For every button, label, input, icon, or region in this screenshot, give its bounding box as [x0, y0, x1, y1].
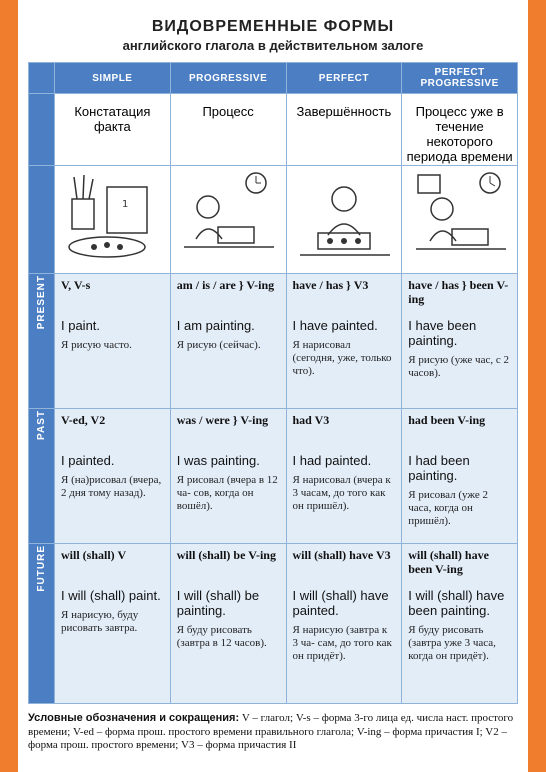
translation: Я (на)рисовал (вчера, 2 дня тому назад). — [61, 474, 162, 499]
grammar-card — [18, 0, 528, 772]
cell-future-perfect-progressive — [402, 544, 518, 704]
example: I was painting. — [176, 453, 260, 468]
desc-simple: Констатация факта — [55, 94, 171, 166]
example: I am painting. — [176, 318, 255, 333]
present-row — [29, 274, 518, 409]
legend-heading: Условные обозначения и сокращения: — [28, 712, 240, 724]
corner-cell — [29, 63, 55, 94]
cell-present-perfect-progressive — [402, 274, 518, 409]
formula: had been V-ing — [408, 413, 486, 427]
boy-painting-clock-icon — [410, 169, 510, 265]
cell-past-perfect — [286, 409, 402, 544]
formula: have / has } V3 — [292, 278, 369, 292]
example: I will (shall) be painting. — [176, 588, 260, 618]
row-label-past: PAST — [29, 409, 55, 544]
perfect-illustration — [286, 166, 402, 274]
row-label-present: PRESENT — [29, 274, 55, 409]
boy-painting-icon — [178, 169, 278, 265]
legend — [28, 712, 518, 753]
example: I have painted. — [292, 318, 378, 333]
example: I will (shall) have painted. — [292, 588, 389, 618]
translation: Я рисую часто. — [61, 339, 132, 351]
translation: Я рисую (уже час, с 2 часов). — [408, 354, 509, 379]
formula: will (shall) have V3 — [292, 548, 391, 562]
desc-perfect-progressive: Процесс уже в течение некоторого периода времени — [402, 94, 518, 166]
translation: Я нарисовал (вчера к 3 часам, до того как он пришёл). — [292, 474, 391, 512]
example: I have been painting. — [408, 318, 477, 348]
svg-text:1: 1 — [122, 199, 129, 210]
example: I painted. — [61, 453, 115, 468]
paint-set-illustration — [55, 166, 171, 274]
formula: V, V-s — [61, 278, 91, 292]
translation: Я нарисую (завтра к 3 ча- сам, до того как он придёт). — [292, 624, 392, 662]
desc-perfect: Завершённость — [286, 94, 402, 166]
row-label-future: FUTURE — [29, 544, 55, 704]
example: I paint. — [61, 318, 101, 333]
progressive-illustration — [170, 166, 286, 274]
legend-text: V – глагол; V-s – форма 3-го лица ед. числа наст. простого времени; V-ed – форма прош. простого времени правильного глагола; V-ing – форма причастия I; V2 – форма прош. простого времени; V3 – форма причастия II — [28, 712, 514, 751]
example: I will (shall) have been painting. — [408, 588, 505, 618]
translation: Я буду рисовать (завтра уже 3 часа, когда он придёт). — [408, 624, 496, 662]
example: I had painted. — [292, 453, 372, 468]
translation: Я рисовал (вчера в 12 ча- сов, когда он вошёл). — [176, 474, 278, 512]
cell-present-progressive — [170, 274, 286, 409]
perfect-progressive-illustration — [402, 166, 518, 274]
title-block — [18, 18, 528, 53]
brushes-icon — [62, 169, 162, 265]
formula: V-ed, V2 — [61, 413, 106, 427]
page-title: ВИДОВРЕМЕННЫЕ ФОРМЫ — [151, 18, 395, 35]
past-row — [29, 409, 518, 544]
formula: had V3 — [292, 413, 330, 427]
formula: will (shall) be V-ing — [176, 548, 276, 562]
tense-table — [28, 62, 518, 704]
header-row — [29, 63, 518, 94]
cell-past-perfect-progressive — [402, 409, 518, 544]
col-simple: SIMPLE — [55, 63, 171, 94]
formula: was / were } V-ing — [176, 413, 269, 427]
cell-present-perfect — [286, 274, 402, 409]
picture-row — [29, 166, 518, 274]
formula: will (shall) have been V-ing — [408, 548, 489, 576]
cell-future-simple — [55, 544, 171, 704]
boy-finished-icon — [294, 169, 394, 265]
formula: will (shall) V — [61, 548, 127, 562]
translation: Я буду рисовать (завтра в 12 часов). — [176, 624, 267, 649]
cell-future-progressive — [170, 544, 286, 704]
col-perfect: PERFECT — [286, 63, 402, 94]
cell-future-perfect — [286, 544, 402, 704]
example: I had been painting. — [408, 453, 470, 483]
col-progressive: PROGRESSIVE — [170, 63, 286, 94]
page-subtitle: английского глагола в действительном залоге — [122, 38, 424, 53]
example: I will (shall) paint. — [61, 588, 161, 603]
translation: Я нарисовал (сегодня, уже, только что). — [292, 339, 392, 377]
translation: Я рисовал (уже 2 часа, когда он пришёл). — [408, 489, 488, 527]
formula: am / is / are } V-ing — [176, 278, 275, 292]
description-row — [29, 94, 518, 166]
formula: have / has } been V-ing — [408, 278, 509, 306]
col-perfect-progressive: PERFECT PROGRESSIVE — [402, 63, 518, 94]
cell-past-simple — [55, 409, 171, 544]
cell-past-progressive — [170, 409, 286, 544]
future-row — [29, 544, 518, 704]
translation: Я нарисую, буду рисовать завтра. — [61, 609, 139, 634]
cell-present-simple — [55, 274, 171, 409]
desc-progressive: Процесс — [170, 94, 286, 166]
translation: Я рисую (сейчас). — [176, 339, 261, 351]
